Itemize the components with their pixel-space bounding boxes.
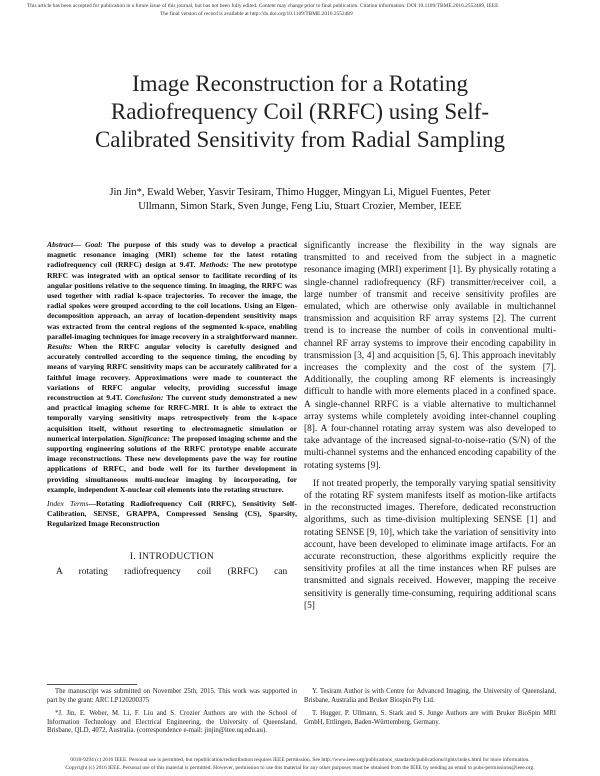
footnote-rule — [47, 684, 137, 685]
abstract-label: Abstract— Goal: — [47, 240, 103, 249]
running-header-line2: The final version of record is available at http://dx.doi.org/10.1109/TBME.2016.2552489 — [160, 11, 353, 17]
footnotes-left — [47, 688, 297, 741]
methods-label: Methods: — [199, 260, 229, 270]
conclusion-label: Conclusion: — [125, 393, 164, 403]
left-column — [47, 240, 297, 578]
abstract-results: When the RRFC angular velocity is carefully designed and accurately controlled according to the sequence timing, the encoding by means of varying RRFC sensitivity maps can be accurately calibrated for a faithful image recovery. Approximations were made to counteract the variations of RRFC angular velocity, providing successful image reconstruction at 9.4T. — [47, 342, 297, 403]
authors-line2: Ullmann, Simon Stark, Sven Junge, Feng Liu, Stuart Crozier, Member, IEEE — [138, 201, 462, 212]
abstract-significance: The proposed imaging scheme and the supporting engineering solutions of the RRFC prototype enable accurate image reconstructions. These new developments pave the way for routine applications of RRFC, and bode well for its further development in providing simultaneous multi-nuclear imaging by incorporating, for example, independent X-nuclear coil elements into the rotating structure. — [47, 433, 297, 494]
paper-title — [40, 70, 560, 154]
significance-label: Significance: — [128, 433, 170, 443]
title-line3: Calibrated Sensitivity from Radial Sampling — [94, 127, 506, 152]
abstract-methods: The new prototype RRFC was integrated with an optical sensor to facilitate recording of its angular positions relative to the sequence timing. In imaging, the RRFC was used together with radial k-space trajectories. To recover the image, the radial spokes were grouped according to the coil locations. Using an Eigen-decomposition approach, an array of location-dependent sensitivity maps was extracted from the central regions of the segmented k-space, enabling parallel-imaging techniques for image recovery in a straightforward manner. — [47, 260, 298, 341]
copyright-footer-line2: Copyright (c) 2016 IEEE. Personal use of this material is permitted. However, permission to use this material for any other purposes must be obtained from the IEEE by sending an email to pubs-permissions@ieee.org. — [65, 765, 535, 771]
footnote-affiliation-1: *J. Jin, E. Weber, M. Li, F. Liu and S. Crozier Authors are with the School of Information Technology and Electrical Engineering, the University of Queensland, Brisbane, QLD, 4072, Australia. (correspondence e-mail: jinjin@itee.uq.edu.au). — [47, 710, 297, 735]
title-line1: Image Reconstruction for a Rotating — [132, 71, 468, 96]
body-paragraph-1: significantly increase the flexibility in the way signals are transmitted to and received from the subject in a magnetic resonance imaging (MRI) experiment [1]. By physically rotating a single-channel radiofrequency (RF) transmitter/receiver coil, a large number of transmit and receive sensitivity profiles are emulated, which are otherwise only available in multichannel transmission and acquisition RF array systems [2]. The current trend is to increase the number of coils in conventional multi-channel RF array systems to improve their encoding capability in transmission [3, 4] and acquisition [5, 6]. This approach inevitably increases the complexity and the cost of the system [7]. Additionally, the coupling among RF elements is increasingly difficult to handle with more elements placed in a confined space. A single-channel RRFC is a viable alternative to multichannel array systems while completely avoiding inter-channel coupling [8]. A four-channel rotating array system was also developed to take advantage of the increased signal-to-noise-ratio (S/N) of the multi-channel systems and the enhanced encoding capability of the rotating systems [9]. — [304, 241, 556, 471]
footnotes-right — [304, 688, 556, 732]
footnote-submission: The manuscript was submitted on November 25th, 2015. This work was supported in part by the grant: ARC LP120200375 — [47, 688, 297, 704]
abstract-conclusion: The current study demonstrated a new and practical imaging scheme for RRFC-MRI. It is able to extract the temporally varying sensitivity maps retrospectively from the k-space acquisition itself, without resorting to electromagnetic simulation or numerical interpolation. — [47, 393, 297, 443]
abstract — [47, 240, 297, 495]
footnote-affiliation-3: T. Hugger, P. Ullmann, S. Stark and S. Junge Authors are with Bruker BioSpin MRI GmbH, Ettlingen, Baden-Württemberg, Germany. — [304, 710, 556, 726]
results-label: Results: — [47, 342, 73, 352]
footnote-affiliation-2: Y. Tesiram Author is with Centre for Advanced Imaging, the University of Queensland, Brisbane, Australia and Bruker Biospin Pty Ltd. — [304, 688, 556, 704]
copyright-footer-line1: 0018-9294 (c) 2016 IEEE. Personal use is permitted, but republication/redistribution requires IEEE permission. See http://www.ieee.org/publications_standards/publications/rights/index.html for more information. — [70, 757, 530, 763]
author-list — [60, 186, 540, 214]
index-terms — [47, 499, 297, 530]
section-heading-introduction: I. INTRODUCTION — [129, 551, 215, 562]
body-paragraph-2: If not treated properly, the temporally varying spatial sensitivity of the rotating RF system manifests itself as motion-like artifacts in the reconstructed images. Therefore, dedicated reconstruction algorithms, such as time-division multiplexing SENSE [1] and rotating SENSE [9, 10], which take the variation of sensitivity into account, have been developed to eliminate image artifacts. For an accurate reconstruction, these algorithms explicitly require the sensitivity profiles at all the time instances when RF pulses are transmitted and signals received. However, mapping the receive sensitivity is generally time-consuming, requiring additional scans [5] — [304, 478, 556, 611]
abstract-goal: The purpose of this study was to develop a practical magnetic resonance imaging (MRI) scheme for the latest rotating radiofrequency coil (RRFC) design at 9.4T. — [47, 240, 297, 270]
intro-paragraph: A rotating radiofrequency coil (RRFC) can — [56, 566, 288, 577]
index-terms-text: —Rotating Radiofrequency Coil (RRFC), Sensitivity Self-Calibration, SENSE, GRAPPA, Compressed Sensing (CS), Sparsity, Regularized Image Reconstruction — [47, 499, 297, 529]
authors-line1: Jin Jin*, Ewald Weber, Yasvir Tesiram, Thimo Hugger, Mingyan Li, Miguel Fuentes, Peter — [109, 187, 491, 198]
index-terms-label: Index Terms — [47, 499, 89, 509]
title-line2: Radiofrequency Coil (RRFC) using Self- — [110, 99, 490, 124]
right-column — [304, 240, 556, 612]
running-header-line1: This article has been accepted for publication in a future issue of this journal, but has not been fully edited. Content may change prior to final publication. Citation information: DOI 10.1109/TBME.2016.2552489, IEEE — [27, 3, 499, 9]
